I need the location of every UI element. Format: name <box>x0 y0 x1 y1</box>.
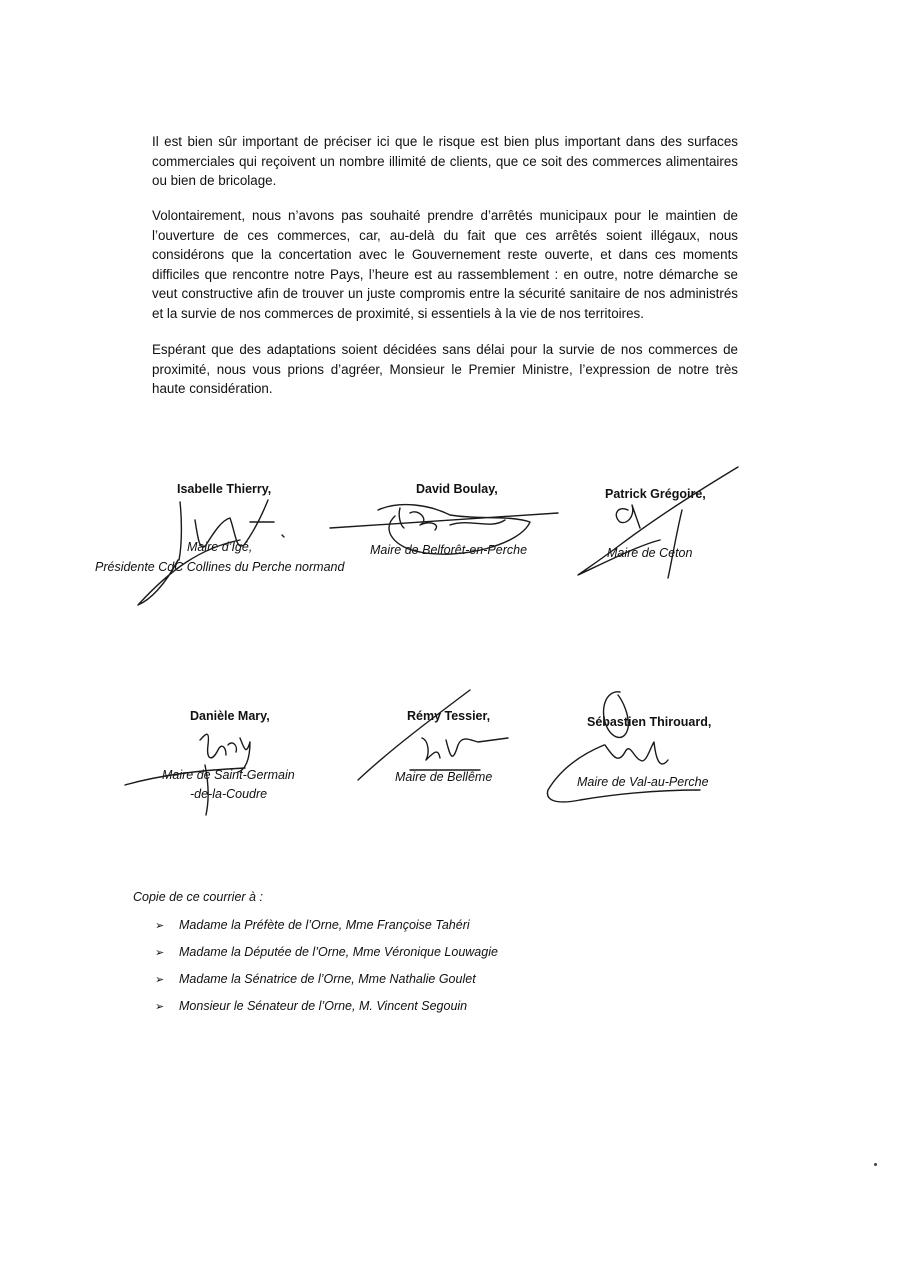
signatory-role: Maire de Ceton <box>607 546 693 560</box>
copies-list <box>155 918 498 1026</box>
list-item <box>155 999 498 1026</box>
letter-paragraph-1: Il est bien sûr important de préciser ici que le risque est bien plus important dans des surfaces commerciales qui reçoivent un nombre illimité de clients, que ce soit des commerces alimentaires ou bien de bricolage. <box>152 134 738 189</box>
letter-paragraph-3: Espérant que des adaptations soient décidées sans délai pour la survie de nos commerces de proximité, nous vous prions d’agréer, Monsieur le Premier Ministre, l’expression de notre très haute considération. <box>152 342 738 397</box>
signatory-role: Maire de Belforêt-en-Perche <box>370 543 528 557</box>
signatory-name: Rémy Tessier, <box>407 709 491 723</box>
recipient-text: Madame la Préfète de l’Orne, Mme Françoise Tahéri <box>179 918 470 932</box>
scan-speck <box>874 1163 877 1166</box>
signatory-role: Maire de Val-au-Perche <box>577 775 709 789</box>
recipient-text: Madame la Sénatrice de l’Orne, Mme Nathalie Goulet <box>179 972 476 986</box>
recipient-text: Madame la Députée de l’Orne, Mme Véronique Louwagie <box>179 945 498 959</box>
list-item <box>155 972 498 999</box>
letter-paragraph-2: Volontairement, nous n’avons pas souhaité prendre d’arrêtés municipaux pour le maintien de l’ouverture de ces commerces, car, au-delà du fait que ces arrêtés soient illégaux, nous considérons que la concertation avec le Gouvernement reste ouverte, et dans ces moments difficiles que rencontre notre Pays, l’heure est au rassemblement : en outre, notre démarche se veut constructive afin de trouver un juste compromis entre la sécurité sanitaire de nos administrés et la survie de nos commerces de proximité, si essentiels à la vie de nos territoires. <box>152 208 738 321</box>
signatory-role-line2: -de-la-Coudre <box>190 787 268 801</box>
signatory-name: Sébastien Thirouard, <box>587 715 712 729</box>
arrow-bullet-icon: ➢ <box>155 1001 165 1013</box>
signatory-role: Maire de Bellême <box>395 770 493 784</box>
signatory-name: David Boulay, <box>416 482 498 496</box>
signatory-role: Maire de Saint-Germain <box>162 768 295 782</box>
signatory-role: Maire d’Igé, <box>187 540 253 554</box>
copies-title: Copie de ce courrier à : <box>133 890 263 904</box>
arrow-bullet-icon: ➢ <box>155 920 165 932</box>
signatory-role-line2: Présidente CdC Collines du Perche normand <box>95 560 345 574</box>
recipient-text: Monsieur le Sénateur de l’Orne, M. Vincent Segouin <box>179 999 468 1013</box>
arrow-bullet-icon: ➢ <box>155 974 165 986</box>
list-item <box>155 945 498 972</box>
arrow-bullet-icon: ➢ <box>155 947 165 959</box>
signatory-name: Patrick Grégoire, <box>605 487 706 501</box>
signatory-name: Danièle Mary, <box>190 709 270 723</box>
list-item <box>155 918 498 945</box>
signatory-name: Isabelle Thierry, <box>177 482 272 496</box>
